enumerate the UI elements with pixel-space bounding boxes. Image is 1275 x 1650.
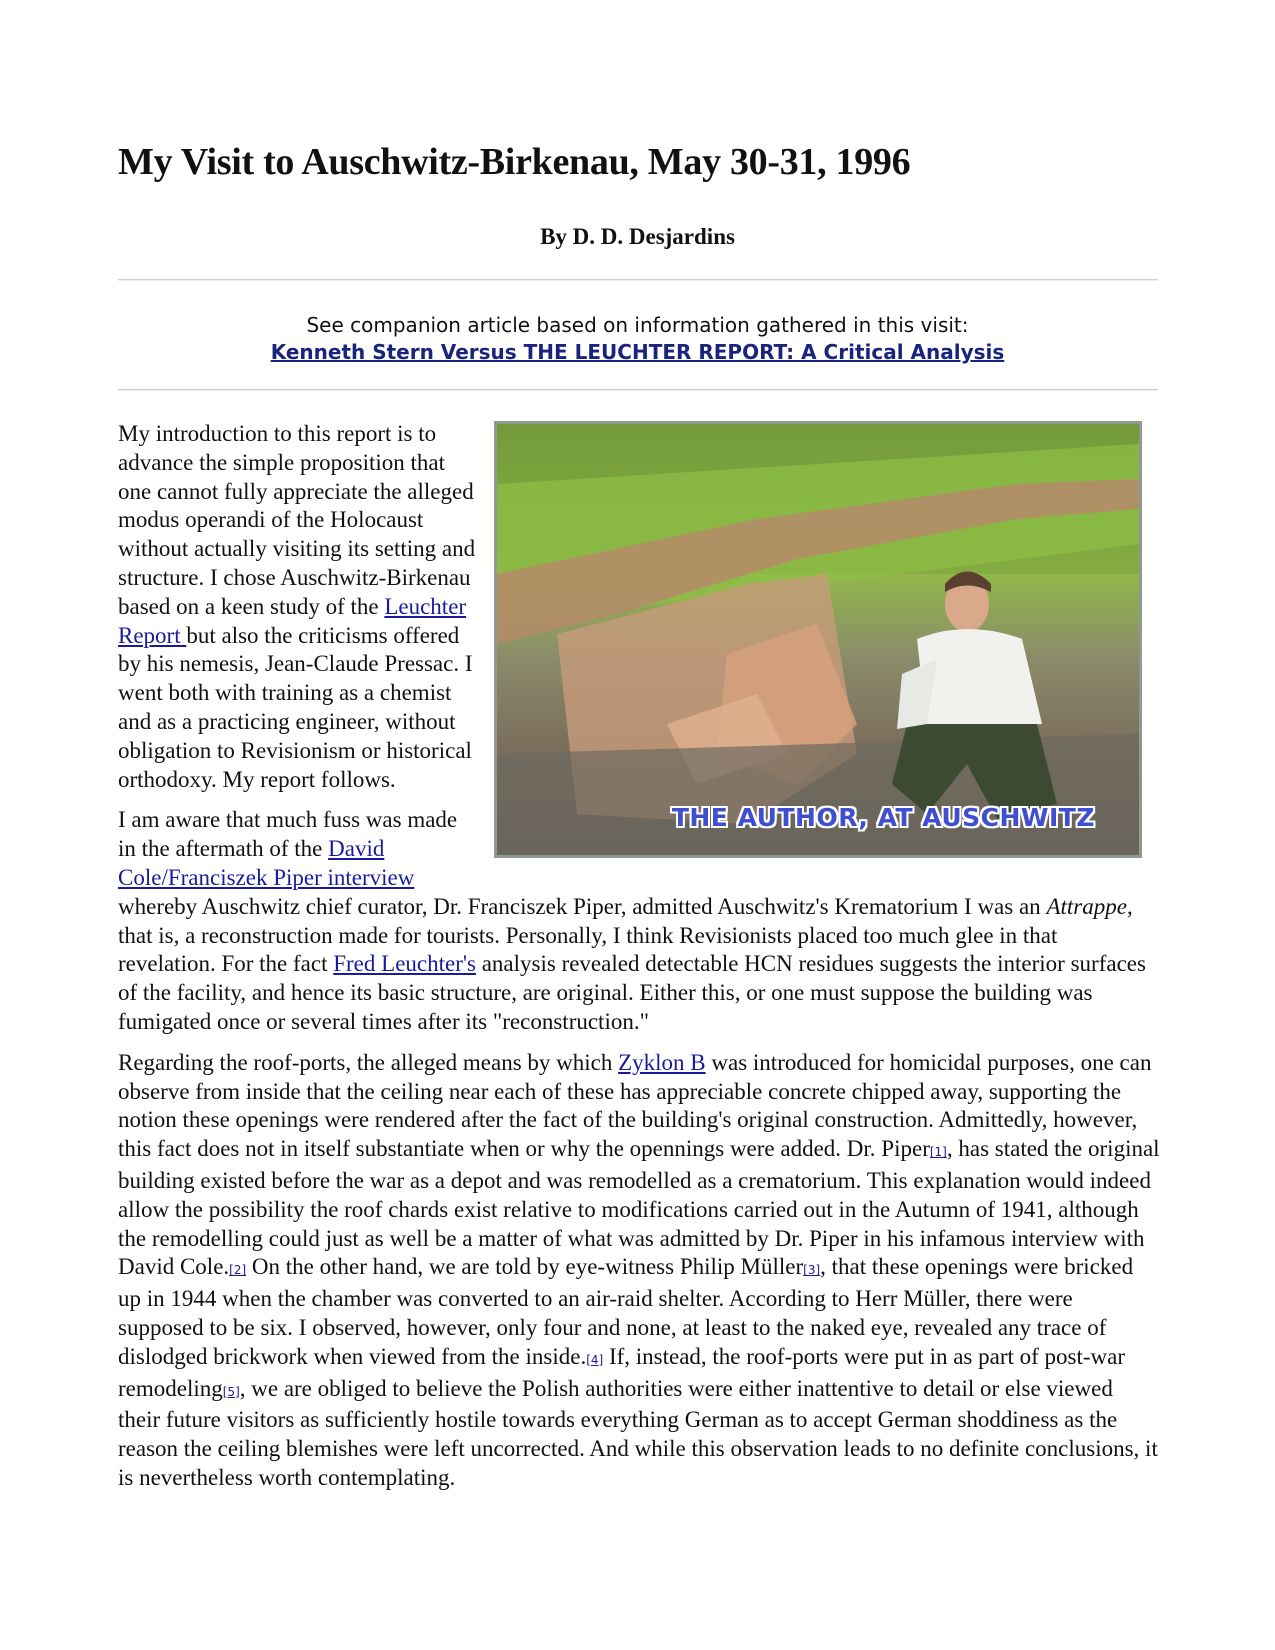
paragraph-text: Regarding the roof-ports, the alleged means by which: [118, 1049, 619, 1075]
emphasis-term: Attrappe: [1046, 893, 1127, 919]
photo-illustration: [497, 424, 1139, 855]
divider-bottom: [118, 389, 1158, 391]
paragraph-text: My introduction to this report is to advance the simple proposition that one cannot fully appreciate the alleged modus operandi of the Holocaust without actually visiting its setting and structure. I chose Auschwitz-Birkenau based on a keen study of the: [118, 421, 476, 619]
paragraph-text: I am aware that much fuss was made in the aftermath of the: [118, 807, 458, 862]
article-body: [118, 420, 1160, 1505]
paragraph-text: whereby Auschwitz chief curator, Dr. Franciszek Piper, admitted Auschwitz's Krematorium I was an: [118, 893, 1047, 919]
paragraph-text: analysis revealed detectable HCN residues suggests the interior surfaces of the facility, and hence its basic structure, are original. Either this, or one must suppose the building was fumigated once or several times after its "reconstruction.": [118, 951, 1146, 1034]
paragraph-text: On the other hand, we are told by eye-witness Philip Müller: [246, 1254, 804, 1280]
companion-article-link[interactable]: Kenneth Stern Versus THE LEUCHTER REPORT: A Critical Analysis: [270, 340, 1005, 364]
companion-notice: [0, 312, 1275, 366]
paragraph-text: If, instead, the roof-ports were put in as part of post-war remodeling: [118, 1343, 1126, 1401]
footnote-link-2[interactable]: [2]: [229, 1263, 247, 1278]
page-title: My Visit to Auschwitz-Birkenau, May 30-31, 1996: [118, 141, 911, 183]
photo-caption: THE AUTHOR, AT AUSCHWITZ: [671, 803, 1095, 833]
paragraph-text: was introduced for homicidal purposes, one can observe from inside that the ceiling near each of these has appreciable concrete chipped away, supporting the notion these openings were rendered after the fact of the building's original construction. Admittedly, however, this fact does not in itself substantiate when or why the opennings were added. Dr. Piper: [118, 1049, 1152, 1162]
cole-piper-interview-link[interactable]: David Cole/Franciszek Piper interview: [118, 836, 415, 890]
paragraph-text: , has stated the original building existed before the war as a depot and was remodelled as a crematorium. This explanation would indeed allow the possibility the roof chards exist relative to modifications carried out in the Autumn of 1941, although the remodelling could just as well be a matter of what was admitted by Dr. Piper in his infamous interview with David Cole.: [118, 1136, 1160, 1280]
paragraph-roof-ports: [118, 1049, 1160, 1493]
footnote-link-1[interactable]: [1]: [929, 1145, 947, 1160]
paragraph-text: , that these openings were bricked up in 1944 when the chamber was converted to an air-raid shelter. According to Herr Müller, there were supposed to be six. I observed, however, only four and none, at least to the naked eye, revealed any trace of dislodged brickwork when viewed from the inside.: [118, 1254, 1134, 1369]
author-photo: [494, 421, 1142, 858]
companion-intro: See companion article based on information gathered in this visit:: [306, 313, 969, 337]
divider-top: [118, 279, 1158, 281]
leuchter-report-link[interactable]: Leuchter Report: [118, 593, 467, 648]
footnote-link-5[interactable]: [5]: [222, 1384, 240, 1399]
fred-leuchter-link[interactable]: Fred Leuchter's: [333, 951, 476, 977]
byline: By D. D. Desjardins: [540, 224, 735, 249]
zyklon-b-link[interactable]: Zyklon B: [618, 1049, 706, 1075]
footnote-link-3[interactable]: [3]: [803, 1263, 821, 1278]
footnote-link-4[interactable]: [4]: [586, 1352, 604, 1367]
paragraph-text: but also the criticisms offered by his nemesis, Jean-Claude Pressac. I went both with training as a chemist and as a practicing engineer, without obligation to Revisionism or historical orthodoxy. My report follows.: [118, 622, 473, 792]
paragraph-text: , we are obliged to believe the Polish authorities were either inattentive to detail or else viewed their future visitors as sufficiently hostile towards everything German as to accept German shoddiness as the reason the ceiling blemishes were left uncorrected. And while this observation leads to no definite conclusions, it is nevertheless worth contemplating.: [118, 1375, 1158, 1490]
paragraph-text: , that is, a reconstruction made for tourists. Personally, I think Revisionists placed too much glee in that revelation. For the fact: [118, 893, 1133, 977]
